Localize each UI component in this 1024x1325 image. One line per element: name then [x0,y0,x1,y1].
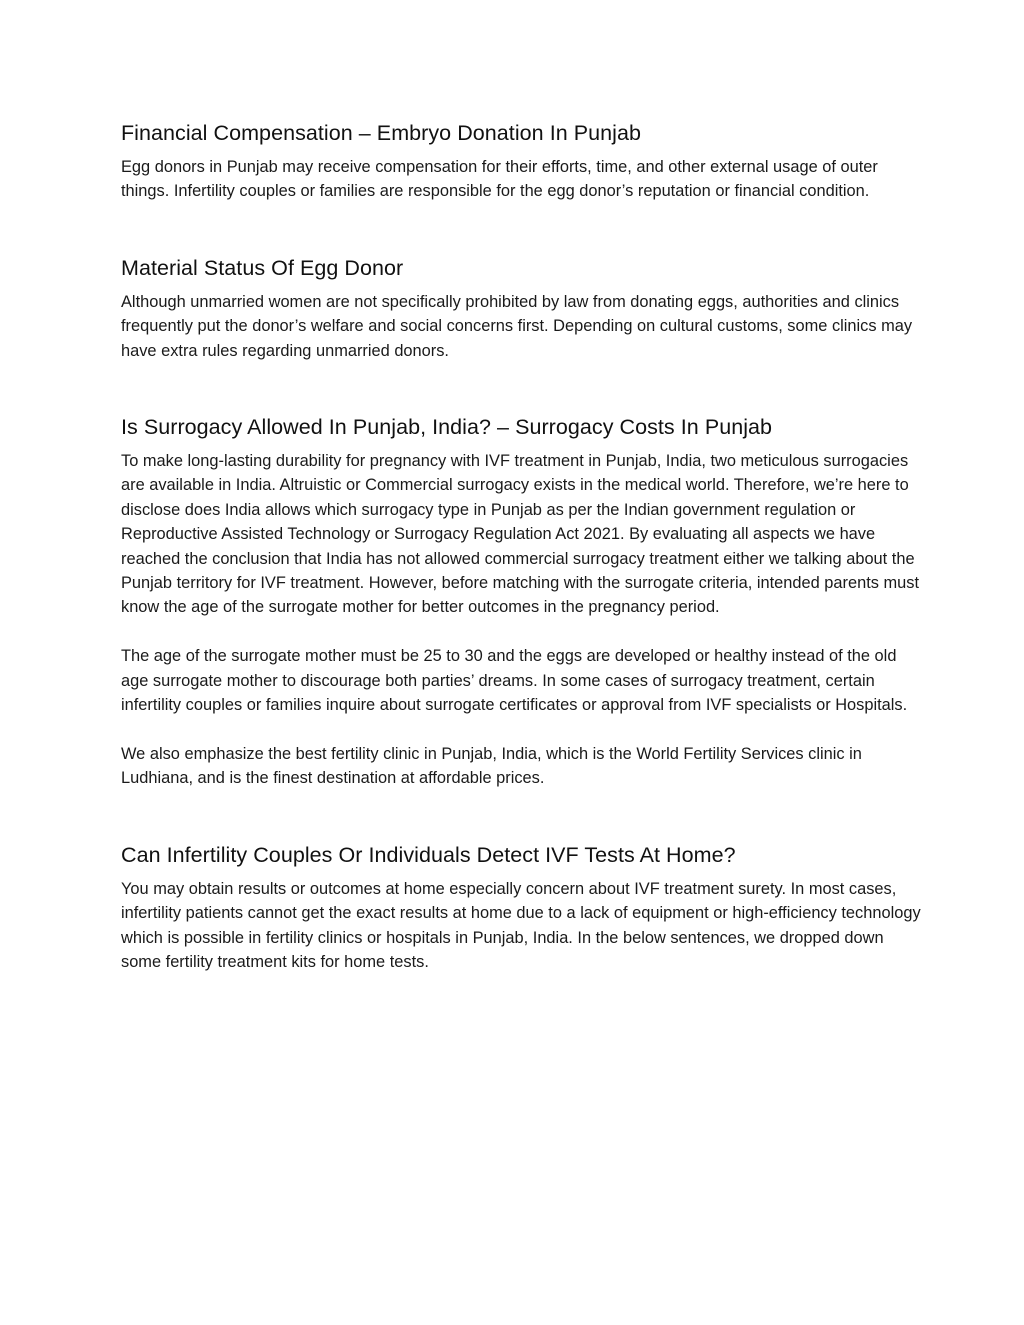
section-heading: Can Infertility Couples Or Individuals Detect IVF Tests At Home? [121,842,736,867]
document-page [121,118,921,974]
section-paragraph: The age of the surrogate mother must be 25 to 30 and the eggs are developed or healthy instead of the old age surrogate mother to discourage both parties’ dreams. In some cases of surrogacy treatment, certain infertility couples or families inquire about surrogate certificates or approval from IVF specialists or Hospitals. [121,647,908,715]
section-surrogacy-punjab [121,412,921,791]
section-paragraph: You may obtain results or outcomes at home especially concern about IVF treatment surety. In most cases, infertility patients cannot get the exact results at home due to a lack of equipment or high-efficiency technology which is possible in fertility clinics or hospitals in Punjab, India. In the below sentences, we dropped down some fertility treatment kits for home tests. [121,879,921,971]
section-heading: Is Surrogacy Allowed In Punjab, India? – Surrogacy Costs In Punjab [121,415,773,440]
section-paragraph: Egg donors in Punjab may receive compensation for their efforts, time, and other external usage of outer things. Infertility couples or families are responsible for the egg donor’s reputation or financial condition. [121,158,878,201]
section-ivf-home-tests [121,840,921,975]
section-financial-compensation [121,118,921,204]
section-heading: Financial Compensation – Embryo Donation In Punjab [121,121,641,145]
section-paragraph: To make long-lasting durability for pregnancy with IVF treatment in Punjab, India, two meticulous surrogacies are available in India. Altruistic or Commercial surrogacy exists in the medical world. Therefore, we’re here to disclose does India allows which surrogacy type in Punjab as per the Indian government regulation or Reproductive Assisted Technology or Surrogacy Regulation Act 2021. By evaluating all aspects we have reached the conclusion that India has not allowed commercial surrogacy treatment either we talking about the Punjab territory for IVF treatment. However, before matching with the surrogate criteria, intended parents must know the age of the surrogate mother for better outcomes in the pregnancy period. [121,452,920,617]
section-paragraph: We also emphasize the best fertility clinic in Punjab, India, which is the World Fertility Services clinic in Ludhiana, and is the finest destination at affordable prices. [121,744,862,788]
section-heading: Material Status Of Egg Donor [121,255,404,280]
section-material-status [121,253,921,363]
section-paragraph: Although unmarried women are not specifically prohibited by law from donating eggs, authorities and clinics frequently put the donor’s welfare and social concerns first. Depending on cultural customs, some clinics may have extra rules regarding unmarried donors. [121,292,913,360]
